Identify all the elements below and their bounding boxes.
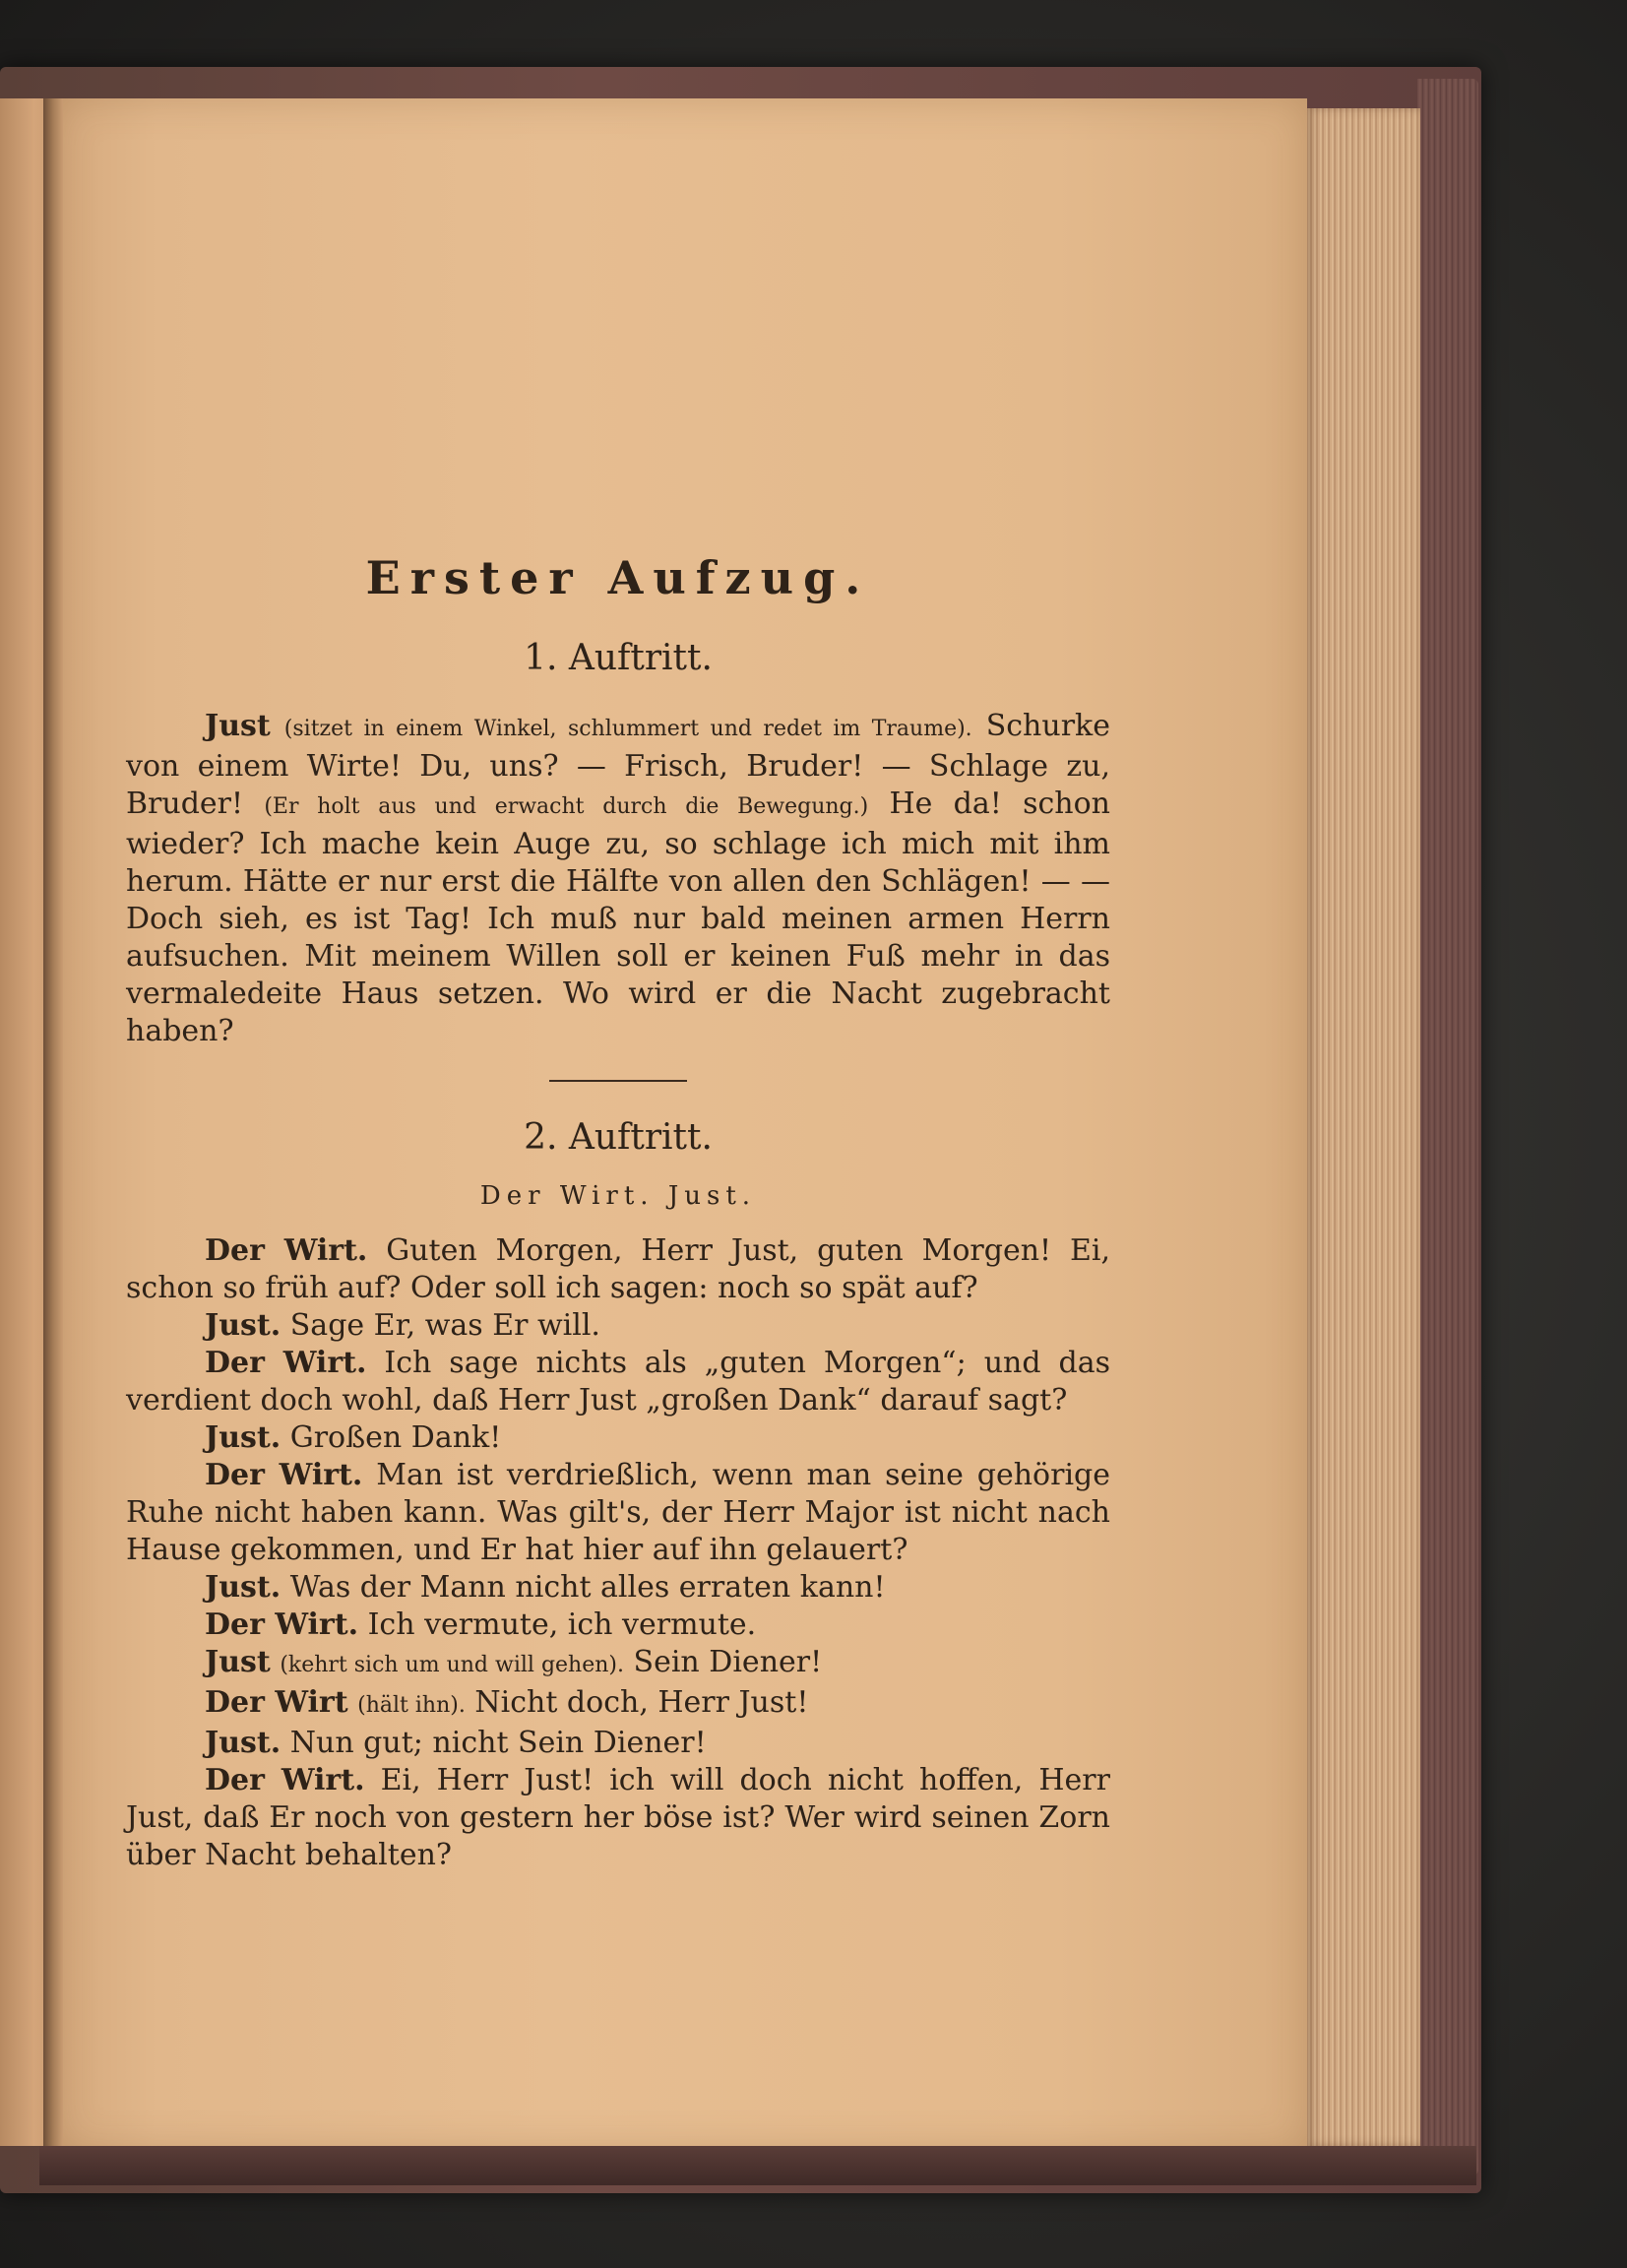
page-edges — [1307, 108, 1420, 2146]
speech-text: Ei, Herr Just! ich will doch nicht hoffen, Herr Just, daß Er noch von gestern her böse ist? Wer wird seinen Zorn über Nacht behalten? — [126, 1763, 1110, 1872]
stage-direction: (Er holt aus und erwacht durch die Bewegung.) — [264, 794, 869, 819]
dialogue-line — [126, 1232, 1110, 1307]
dialogue-line — [126, 1644, 1110, 1684]
speech-text: Nun gut; nicht Sein Diener! — [289, 1726, 707, 1760]
speaker-name: Der Wirt — [205, 1685, 348, 1720]
speech-text: Was der Mann nicht alles erraten kann! — [289, 1570, 886, 1605]
stage-direction: (kehrt sich um und will gehen). — [280, 1653, 624, 1677]
speaker-name: Just. — [205, 1420, 282, 1455]
stage-direction: (sitzet in einem Winkel, schlummert und redet im Traume). — [283, 717, 972, 741]
stage-direction: (hält ihn). — [357, 1693, 466, 1718]
dialogue-line — [126, 1345, 1110, 1419]
scene-persons: Der Wirt. Just. — [479, 1181, 757, 1211]
speech-text: Man ist verdrießlich, wenn man seine gehörige Ruhe nicht haben kann. Was gilt's, der Herr Major ist nicht nach Hause gekommen, und Er hat hier auf ihn gelauert? — [126, 1458, 1110, 1567]
book-gutter — [43, 98, 63, 2146]
dialogue-line — [126, 1606, 1110, 1644]
speech-text: Sage Er, was Er will. — [289, 1308, 600, 1343]
speech-text: Nicht doch, Herr Just! — [474, 1685, 809, 1720]
book-cover-edge — [1417, 79, 1478, 2175]
act-title: Erster Aufzug. — [365, 551, 871, 604]
dialogue-line — [126, 1684, 1110, 1725]
speaker-name: Just. — [205, 1726, 282, 1760]
dialogue-line — [126, 1307, 1110, 1345]
speaker-name: Just. — [205, 1570, 282, 1605]
speech-text: Schurke von einem Wirte! Du, uns? — Frisch, Bruder! — Schlage zu, Bruder! — [126, 709, 1110, 821]
page-text — [126, 551, 1110, 1874]
speech-text: Ich sage nichts als „guten Morgen“; und das verdient doch wohl, daß Herr Just „großen Dank“ darauf sagt? — [126, 1346, 1110, 1418]
speaker-name: Just — [205, 1645, 271, 1679]
speech-text: Guten Morgen, Herr Just, guten Morgen! Ei, schon so früh auf? Oder soll ich sagen: noch so spät auf? — [126, 1233, 1110, 1305]
dialogue-line — [126, 1419, 1110, 1457]
dialogue-line — [126, 1569, 1110, 1606]
speech-text: Sein Diener! — [633, 1645, 823, 1679]
scene-title-1: 1. Auftritt. — [524, 638, 713, 678]
speaker-name: Just — [205, 709, 271, 743]
scene-1-speech — [126, 708, 1110, 1050]
speaker-name: Just. — [205, 1308, 282, 1343]
speech-text: He da! schon wieder? Ich mache kein Auge zu, so schlage ich mich mit ihm herum. Hätte er nur erst die Hälfte von allen den Schlägen! — — Doch sieh, es ist Tag! Ich muß nur bald meinen armen Herrn aufsuchen. Mit meinem Willen soll er keinen Fuß mehr in das vermaledeite Haus setzen. Wo wird er die Nacht zugebracht haben? — [126, 787, 1110, 1048]
dialogue-line — [126, 1762, 1110, 1874]
book-cover-bottom — [39, 2146, 1476, 2185]
dialogue — [126, 1232, 1110, 1874]
speaker-name: Der Wirt. — [205, 1346, 367, 1380]
speaker-name: Der Wirt. — [205, 1458, 363, 1492]
speaker-name: Der Wirt. — [205, 1607, 359, 1642]
scene-title-2: 2. Auftritt. — [524, 1117, 713, 1158]
scene-divider — [549, 1080, 687, 1082]
speaker-name: Der Wirt. — [205, 1233, 368, 1268]
dialogue-line — [126, 1457, 1110, 1569]
speaker-name: Der Wirt. — [205, 1763, 365, 1797]
speech-text: Ich vermute, ich vermute. — [367, 1607, 757, 1642]
speech-text: Großen Dank! — [289, 1420, 502, 1455]
dialogue-line — [126, 1725, 1110, 1762]
